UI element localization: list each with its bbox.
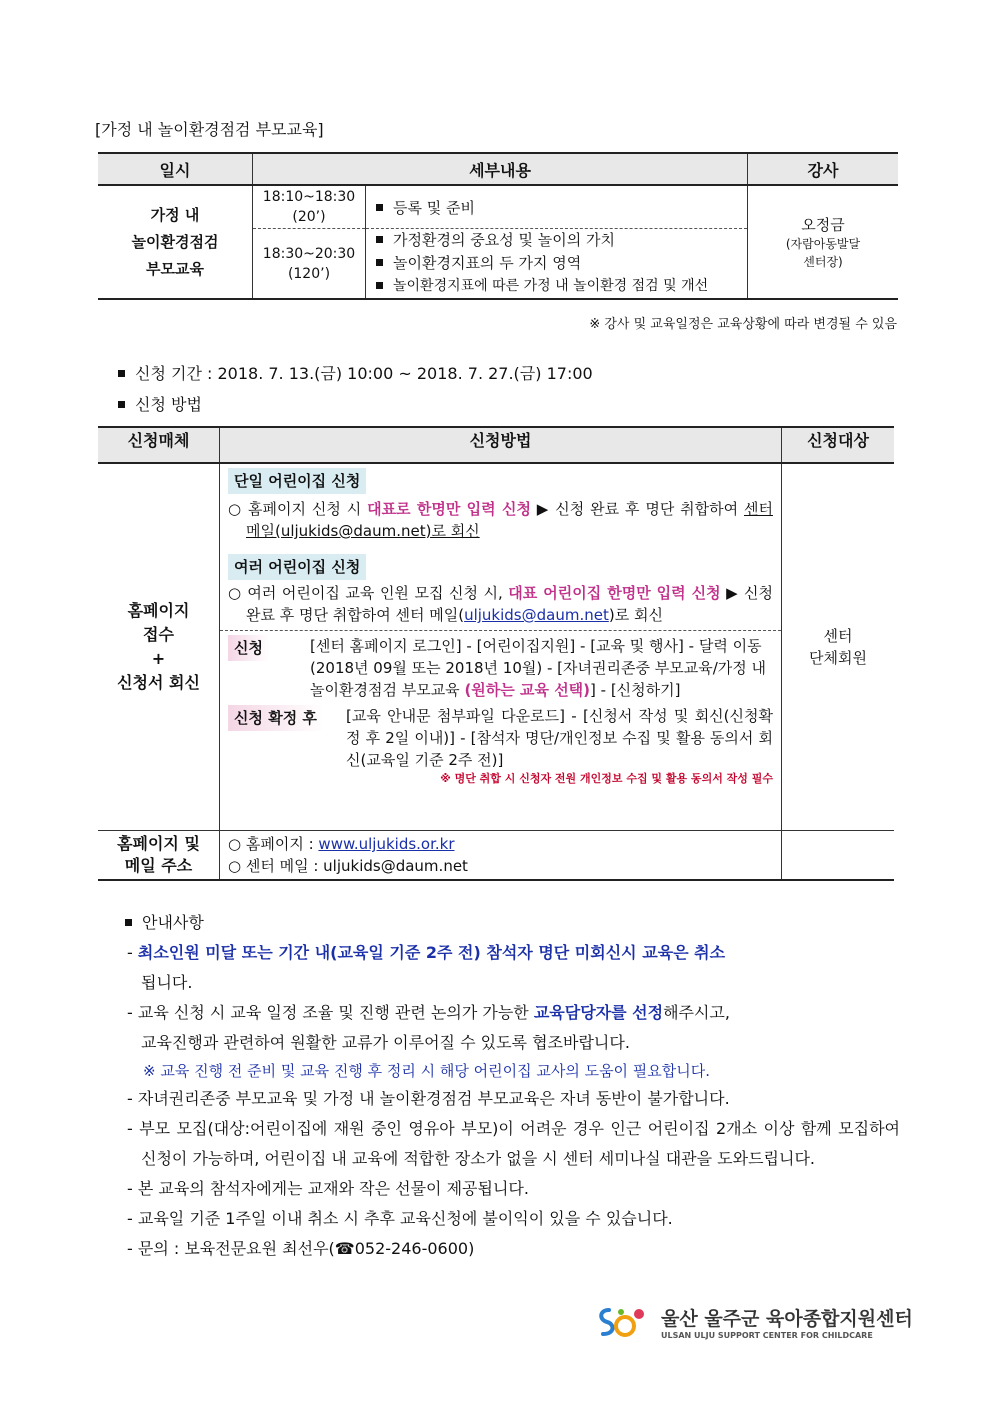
header-media: 신청매체 xyxy=(98,427,220,463)
header-details: 세부내용 xyxy=(253,153,748,185)
list-item: 놀이환경지표에 따른 가정 내 놀이환경 점검 및 개선 xyxy=(366,275,747,298)
notice-4: - 부모 모집(대상:어린이집에 재원 중인 영유아 부모)이 어려운 경우 인근 어린이집 2개소 이상 함께 모집하여 신청이 가능하며, 어린이집 내 교육에 적합한 장소가 없을 시 센터 세미나실 대관을 도와드립니다. xyxy=(127,1119,900,1168)
notice-2: - 교육 신청 시 교육 일정 조율 및 진행 관련 논의가 가능한 교육담당자를 선정해주시고, 교육진행과 관련하여 원활한 교류가 이루어질 수 있도록 협조바랍니다. xyxy=(127,1003,730,1052)
logo-name: 울산 울주군 육아종합지원센터 xyxy=(661,1308,913,1330)
apply-steps: [센터 홈페이지 로그인] - [어린이집지원] - [교육 및 행사] - 달력 이동(2018년 09월 또는 2018년 10월) - [자녀권리존중 부모교육/가정 내 놀이환경점검 부모교육 (원하는 교육 선택)] - [신청하기] xyxy=(310,637,767,699)
notice-5: - 본 교육의 참석자에게는 교재와 작은 선물이 제공됩니다. xyxy=(127,1179,529,1198)
section-title: [가정 내 놀이환경점검 부모교육] xyxy=(95,120,324,139)
method-table xyxy=(98,426,894,881)
details-cell xyxy=(366,185,748,229)
homepage-line: ○ 홈페이지 : www.uljukids.or.kr xyxy=(228,835,455,853)
notice-6: - 교육일 기준 1주일 이내 취소 시 추후 교육신청에 불이익이 있을 수 있습니다. xyxy=(127,1209,673,1228)
notice-section xyxy=(125,908,900,1264)
method-label: 신청 방법 xyxy=(118,392,202,415)
confirm-label: 신청 확정 후 xyxy=(228,705,323,731)
media-cell: 홈페이지 접수 + 신청서 회신 xyxy=(98,463,220,831)
multi-title: 여러 어린이집 신청 xyxy=(228,554,366,580)
notice-3: - 자녀권리존중 부모교육 및 가정 내 놀이환경점검 부모교육은 자녀 동반이 불가합니다. xyxy=(127,1089,730,1108)
details-cell xyxy=(366,229,748,300)
schedule-table xyxy=(98,152,898,300)
time-cell: 18:10~18:30 (20’) xyxy=(253,185,366,229)
email-line: ○ 센터 메일 : uljukids@daum.net xyxy=(228,857,468,875)
logo xyxy=(595,1302,913,1342)
logo-icon xyxy=(595,1302,655,1342)
method-cell xyxy=(220,463,782,831)
notice-title: 안내사항 xyxy=(125,908,900,938)
instructor-cell: 오정금 (자람아동발달 센터장) xyxy=(748,185,899,299)
header-target: 신청대상 xyxy=(782,427,895,463)
list-item: 등록 및 준비 xyxy=(366,197,747,218)
time-cell: 18:30~20:30 (120’) xyxy=(253,229,366,300)
list-item: 놀이환경지표의 두 가지 영역 xyxy=(366,252,747,275)
notice-2-note: ※ 교육 진행 전 준비 및 교육 진행 후 정리 시 해당 어린이집 교사의 도움이 필요합니다. xyxy=(143,1062,711,1080)
notice-7: - 문의 : 보육전문요원 최선우(☎052-246-0600) xyxy=(127,1239,475,1258)
single-title: 단일 어린이집 신청 xyxy=(228,468,366,494)
email-link[interactable]: uljukids@daum.net xyxy=(464,606,609,624)
single-text: ○ 홈페이지 신청 시 대표로 한명만 입력 신청 ▶ 신청 완료 후 명단 취합하여 센터 메일(uljukids@daum.net)로 회신 xyxy=(228,500,773,540)
schedule-note: ※ 강사 및 교육일정은 교육상황에 따라 변경될 수 있음 xyxy=(589,317,897,332)
contact-empty-cell xyxy=(782,831,895,881)
period-line: 신청 기간 : 2018. 7. 13.(금) 10:00 ~ 2018. 7. 27.(금) 17:00 xyxy=(118,361,593,384)
confirm-note: ※ 명단 취합 시 신청자 전원 개인정보 수집 및 활용 동의서 작성 필수 xyxy=(440,772,773,785)
notice-1: - 최소인원 미달 또는 기간 내(교육일 기준 2주 전) 참석자 명단 미회신시 교육은 취소 됩니다. xyxy=(127,943,726,992)
header-method: 신청방법 xyxy=(220,427,782,463)
confirm-steps: [교육 안내문 첨부파일 다운로드] - [신청서 작성 및 회신(신청확정 후 2일 이내)] - [참석자 명단/개인정보 수집 및 활용 동의서 회신(교육일 기준 2주 전)] xyxy=(346,707,773,769)
contact-label-cell: 홈페이지 및 메일 주소 xyxy=(98,831,220,881)
contact-cell xyxy=(220,831,782,881)
header-instructor: 강사 xyxy=(748,153,899,185)
multi-text: ○ 여러 어린이집 교육 인원 모집 신청 시, 대표 어린이집 한명만 입력 신청 ▶ 신청 완료 후 명단 취합하여 센터 메일(uljukids@daum.net)로 회신 xyxy=(228,584,774,624)
header-datetime: 일시 xyxy=(98,153,253,185)
phone-icon: ☎ xyxy=(334,1239,355,1258)
logo-sub: ULSAN ULJU SUPPORT CENTER FOR CHILDCARE xyxy=(661,1331,873,1340)
program-name-cell: 가정 내 놀이환경점검 부모교육 xyxy=(98,185,253,299)
list-item: 가정환경의 중요성 및 놀이의 가치 xyxy=(366,229,747,252)
homepage-link[interactable]: www.uljukids.or.kr xyxy=(318,835,455,853)
apply-label: 신청 xyxy=(228,635,269,661)
target-cell: 센터 단체회원 xyxy=(782,463,895,831)
